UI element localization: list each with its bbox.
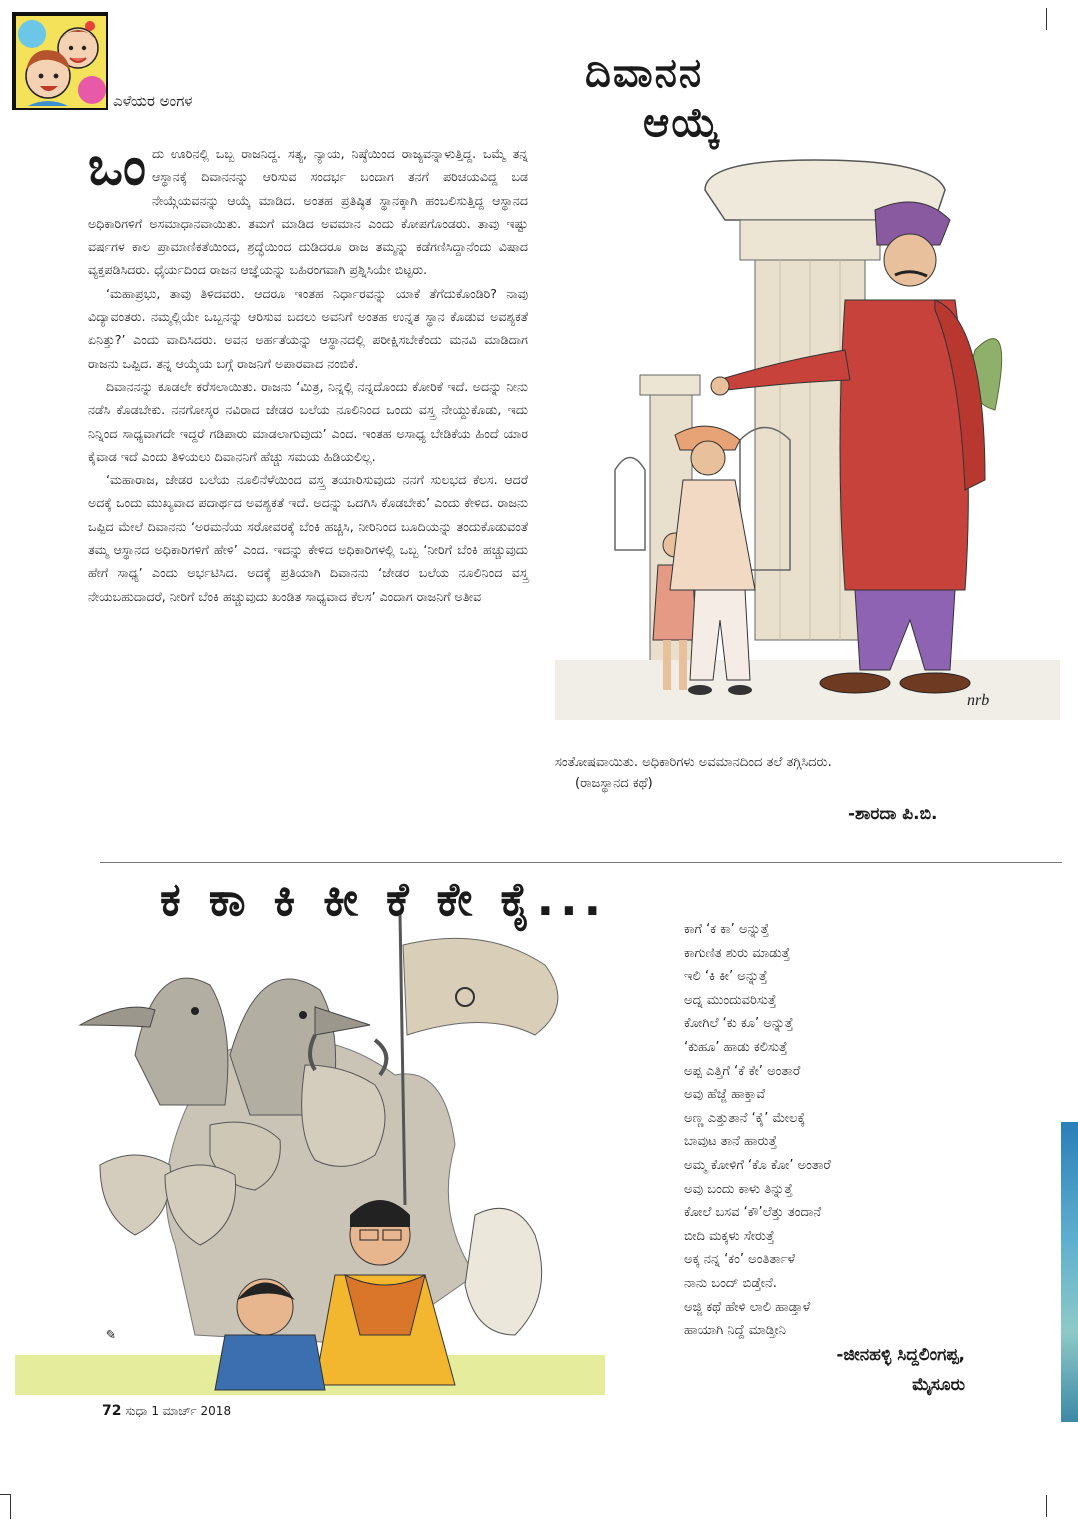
poem-line: ಕಾಗುಣಿತ ಶುರು ಮಾಡುತ್ತೆ [684, 945, 791, 961]
poem-line: ಕಾಗೆ ‘ಕ ಕಾ’ ಅನ್ನುತ್ತೆ [684, 922, 770, 937]
story-title-line-1: ದಿವಾನನ [585, 50, 704, 96]
poem-illustration-signature-icon: ✎ [103, 1326, 117, 1343]
story-author: -ಶಾರದಾ ಪಿ.ಬಿ. [848, 804, 938, 824]
crop-mark [0, 1494, 10, 1495]
poem-illustration [15, 915, 605, 1395]
crop-mark [1046, 1495, 1047, 1517]
poem-line: ಅವು ಹೆಜ್ಜೆ ಹಾಕ್ತಾವೆ [684, 1087, 766, 1103]
section-logo-kids-icon [12, 12, 110, 112]
section-label: ಎಳೆಯರ ಅಂಗಳ [113, 92, 193, 110]
poem-line: ಅಕ್ಕ ನನ್ನ ‘ಕಂ’ ಅಂತಿರ್ತಾಳೆ [684, 1252, 796, 1268]
magazine-name: ಸುಧಾ [125, 1404, 148, 1418]
story-paragraph-1 [88, 137, 528, 282]
poem-author-place: ಮೈಸೂರು [912, 1375, 965, 1395]
poem-line: ಅಮ್ಮ ಕೋಳಿಗೆ ‘ಕೊ ಕೋ’ ಅಂತಾರೆ [684, 1157, 831, 1173]
story-paragraph-4: ‘ಮಹಾರಾಜ, ಜೇಡರ ಬಲೆಯ ನೂಲಿನೆಳೆಯಿಂದ ವಸ್ತ್ರ ತಯಾರಿಸುವುದು ನನಗೆ ಸುಲಭದ ಕೆಲಸ. ಆದರೆ ಅದಕ್ಕೆ ಒಂದು ಮುಖ್ಯವಾದ ಪದಾರ್ಥದ ಅವಶ್ಯಕತೆ ಇದೆ. ಅದನ್ನು ಒದಗಿಸಿ ಕೊಡಬೇಕು’ ಎಂದು ಕೇಳಿದ. ರಾಜನು ಒಪ್ಪಿದ ಮೇಲೆ ದಿವಾನನು ‘ಅರಮನೆಯ ಸರೋವರಕ್ಕೆ ಬೆಂಕಿ ಹಚ್ಚಿಸಿ, ನೀರಿನಿಂದ ಬೂದಿಯನ್ನು ತಂದುಕೊಡುವಂತೆ ತಮ್ಮ ಆಸ್ಥಾನದ ಅಧಿಕಾರಿಗಳಿಗೆ ಹೇಳಿ’ ಎಂದ. ಇದನ್ನು ಕೇಳಿದ ಅಧಿಕಾರಿಗಳಲ್ಲಿ ಒಬ್ಬ ‘ನೀರಿಗೆ ಬೆಂಕಿ ಹಚ್ಚುವುದು ಹೇಗೆ ಸಾಧ್ಯ’ ಎಂದು ಅರ್ಭಟಿಸಿದ. ಅದಕ್ಕೆ ಪ್ರತಿಯಾಗಿ ದಿವಾನನು ‘ಜೇಡರ ಬಲೆಯ ನೂಲಿನಿಂದ ವಸ್ತ್ರ ನೇಯಬಹುದಾದರೆ, ನೀರಿಗೆ ಬೆಂಕಿ ಹಚ್ಚುವುದು ಖಂಡಿತ ಸಾಧ್ಯವಾದ ಕೆಲಸ’ ಎಂದಾಗ ರಾಜನಿಗೆ ಅತೀವ [88, 472, 528, 604]
crop-mark [10, 1494, 11, 1519]
poem-author-name: -ಜೀನಹಳ್ಳಿ ಸಿದ್ದಲಿಂಗಪ್ಪ, [836, 1345, 965, 1365]
story-illustration [555, 150, 1060, 730]
story-paragraph-3: ದಿವಾನನನ್ನು ಕೂಡಲೇ ಕರೆಸಲಾಯಿತು. ರಾಜನು ‘ಮಿತ್ರ, ನಿನ್ನಲ್ಲಿ ನನ್ನದೊಂದು ಕೋರಿಕೆ ಇದೆ. ಅದನ್ನು ನೀನು ನಡೆಸಿ ಕೊಡಬೇಕು. ನನಗೋಸ್ಕರ ನವಿರಾದ ಜೇಡರ ಬಲೆಯ ನೂಲಿನಿಂದ ಒಂದು ವಸ್ತ್ರ ನೇಯ್ದುಕೊಡು, ಇದು ನಿನ್ನಿಂದ ಸಾಧ್ಯವಾಗದೇ ಇದ್ದರೆ ಗಡಿಪಾರು ಮಾಡಲಾಗುವುದು’ ಎಂದ. ಇಂತಹ ಅಸಾಧ್ಯ ಬೇಡಿಕೆಯ ಹಿಂದೆ ಯಾರ ಕೈವಾಡ ಇದೆ ಎಂದು ತಿಳಿಯಲು ದಿವಾನನಿಗೆ ಹೆಚ್ಚು ಸಮಯ ಹಿಡಿಯಲಿಲ್ಲ. [88, 378, 528, 464]
story-source: (ರಾಜಸ್ಥಾನದ ಕಥೆ) [575, 776, 653, 791]
poem-title: ಕ ಕಾ ಕಿ ಕೀ ಕೆ ಕೇ ಕೈ... [160, 872, 608, 926]
poem-line: ಅವು ಬಂದು ಕಾಳು ತಿನ್ನುತ್ತೆ [684, 1181, 793, 1197]
poem-line: ‘ಕುಹೂ’ ಹಾಡು ಕಲಿಸುತ್ತೆ [684, 1039, 788, 1055]
poem-line: ಅಪ್ಪ ಎತ್ತಿಗೆ ‘ಕೆ ಕೇ’ ಅಂತಾರೆ [684, 1063, 801, 1079]
story-paragraph-text: ದು ಊರಿನಲ್ಲಿ ಒಬ್ಬ ರಾಜನಿದ್ದ. ಸತ್ಯ, ನ್ಯಾಯ, ನಿಷ್ಠೆಯಿಂದ ರಾಜ್ಯವನ್ನಾಳುತ್ತಿದ್ದ. ಒಮ್ಮೆ ತನ್ನ ಆಸ್ಥಾನಕ್ಕೆ ದಿವಾನನನ್ನು ಆರಿಸುವ ಸಂದರ್ಭ ಬಂದಾಗ ತನಗೆ ಪರಿಚಯವಿದ್ದ ಬಡ ನೇಯ್ಗೆಯವನನ್ನು ಆಯ್ಕೆ ಮಾಡಿದ. ಅಂತಹ ಪ್ರತಿಷ್ಠಿತ ಸ್ಥಾನಕ್ಕಾಗಿ ಹಂಬಲಿಸುತ್ತಿದ್ದ ಆಸ್ಥಾನದ ಅಧಿಕಾರಿಗಳಿಗೆ ಅಸಮಾಧಾನವಾಯಿತು. ತಮಗೆ ಮಾಡಿದ ಅವಮಾನ ಎಂದು ಕೋಪಗೊಂಡರು. ತಾವು ಇಷ್ಟು ವರ್ಷಗಳ ಕಾಲ ಪ್ರಾಮಾಣಿಕತೆಯಿಂದ, ಶ್ರದ್ಧೆಯಿಂದ ದುಡಿದರೂ ರಾಜ ತಮ್ಮನ್ನು ಕಡೆಗಣಿಸಿದ್ದಾನೆಂದು ವಿಷಾದ ವ್ಯಕ್ತಪಡಿಸಿದರು. ಧೈರ್ಯದಿಂದ ರಾಜನ ಆಜ್ಞೆಯನ್ನು ಬಹಿರಂಗವಾಗಿ ಪ್ರಶ್ನಿಸಿಯೇ ಬಿಟ್ಟರು. [88, 146, 528, 278]
poem-line: ಅದ್ನ ಮುಂದುವರಿಸುತ್ತೆ [684, 992, 777, 1008]
poem-line: ಅಣ್ಣ ಎತ್ತುತಾನೆ ‘ಕೈ’ ಮೇಲಕ್ಕೆ [684, 1110, 806, 1126]
story-paragraph-2: ‘ಮಹಾಪ್ರಭು, ತಾವು ತಿಳಿದವರು. ಆದರೂ ಇಂತಹ ನಿರ್ಧಾರವನ್ನು ಯಾಕೆ ತೆಗೆದುಕೊಂಡಿರಿ? ನಾವು ವಿದ್ಯಾವಂತರು. ನಮ್ಮಲ್ಲಿಯೇ ಒಬ್ಬನನ್ನು ಆರಿಸುವ ಬದಲು ಅವನಿಗೆ ಅಂತಹ ಉನ್ನತ ಸ್ಥಾನ ಕೊಡುವ ಅವಶ್ಯಕತೆ ಏನಿತ್ತು?’ ಎಂದು ವಾದಿಸಿದರು. ಅವನ ಅರ್ಹತೆಯನ್ನು ಆಸ್ಥಾನದಲ್ಲಿ ಪರೀಕ್ಷಿಸಬೇಕೆಂದು ಮನವಿ ಮಾಡಿದಾಗ ರಾಜನು ಒಪ್ಪಿದ. ತನ್ನ ಆಯ್ಕೆಯ ಬಗ್ಗೆ ರಾಜನಿಗೆ ಅಪಾರವಾದ ನಂಬಿಕೆ. [88, 285, 528, 371]
illustration-signature: nrb [967, 692, 990, 709]
page-number: 72 [102, 1403, 122, 1419]
poem-text [684, 918, 831, 1343]
section-divider [100, 862, 1062, 863]
poem-line: ಬೀದಿ ಮಕ್ಕಳು ಸೇರುತ್ತೆ [684, 1228, 775, 1244]
poem-line: ಕೋಲೆ ಬಸವ ‘ಕೌ’ಲೆತ್ತು ತಂದಾನೆ [684, 1205, 822, 1221]
story-title-line-2: ಆಯ್ಕೆ [643, 100, 722, 146]
poem-line: ಹಾಯಾಗಿ ನಿದ್ದೆ ಮಾಡ್ತೀನಿ [684, 1323, 787, 1339]
story-body [88, 137, 528, 608]
poem-author [765, 1340, 965, 1400]
page-footer [102, 1403, 231, 1419]
poem-line: ಬಾವುಟ ತಾನೆ ಹಾರುತ್ತೆ [684, 1134, 778, 1150]
poem-line: ಇಲಿ ‘ಕಿ ಕೀ’ ಅನ್ನುತ್ತೆ [684, 969, 768, 985]
drop-cap: ಒಂ [88, 137, 146, 197]
issue-date: 1 ಮಾರ್ಚ್ 2018 [151, 1404, 232, 1418]
story-title [585, 48, 722, 148]
crop-mark [1046, 8, 1047, 30]
poem-line: ಕೋಗಿಲೆ ‘ಕು ಕೂ’ ಅನ್ನುತ್ತೆ [684, 1016, 794, 1032]
adjacent-page-strip [1061, 1122, 1078, 1422]
poem-line: ಅಜ್ಜಿ ಕಥೆ ಹೇಳಿ ಲಾಲಿ ಹಾಡ್ತಾಳೆ [684, 1299, 811, 1315]
story-ending: ಸಂತೋಷವಾಯಿತು. ಅಧಿಕಾರಿಗಳು ಅವಮಾನದಿಂದ ತಲೆ ತಗ್ಗಿಸಿದರು. [555, 755, 832, 770]
poem-line: ನಾನು ಬಂದ್ ಬಿಡ್ತೇನೆ. [684, 1275, 777, 1291]
